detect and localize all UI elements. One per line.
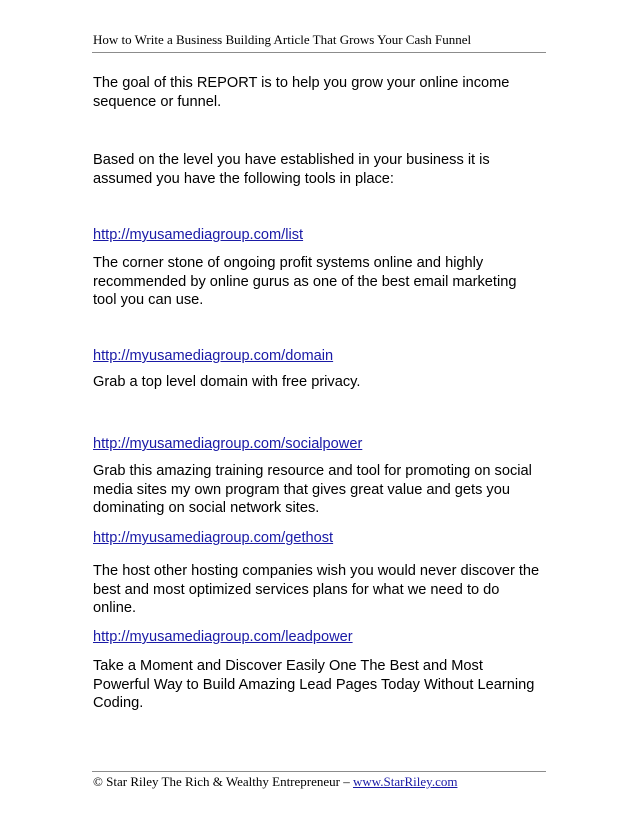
tool-link-socialpower[interactable]: http://myusamediagroup.com/socialpower — [93, 436, 363, 452]
tool-description-line: recommended by online gurus as one of the best email marketing — [93, 273, 517, 290]
tool-description-list — [93, 254, 553, 310]
tool-link-list[interactable]: http://myusamediagroup.com/list — [93, 227, 304, 243]
intro-line: sequence or funnel. — [93, 93, 222, 110]
tool-description-line: Grab a top level domain with free privacy. — [93, 374, 361, 390]
intro-paragraph — [93, 74, 553, 111]
tool-description-line: media sites my own program that gives great value and gets you — [93, 481, 510, 498]
intro-line: The goal of this REPORT is to help you grow your online income — [93, 75, 510, 91]
tool-description-line: The corner stone of ongoing profit systems online and highly — [93, 255, 484, 271]
tool-description-line: The host other hosting companies wish you would never discover the — [93, 563, 540, 579]
tool-link-leadpower[interactable]: http://myusamediagroup.com/leadpower — [93, 629, 353, 645]
footer-divider — [92, 771, 546, 772]
header-divider — [92, 52, 546, 53]
tool-description-socialpower — [93, 462, 553, 518]
tool-description-domain — [93, 373, 553, 392]
tool-description-line: tool you can use. — [93, 292, 204, 308]
tools-intro-line: Based on the level you have established in your business it is — [93, 152, 490, 168]
tool-description-line: dominating on social network sites. — [93, 500, 320, 516]
tool-description-gethost — [93, 562, 553, 618]
tool-link-domain[interactable]: http://myusamediagroup.com/domain — [93, 348, 334, 364]
tools-intro-paragraph — [93, 151, 553, 188]
page-header-title: How to Write a Business Building Article That Grows Your Cash Funnel — [93, 32, 472, 47]
page-footer — [93, 774, 457, 790]
tool-description-line: Powerful Way to Build Amazing Lead Pages Today Without Learning — [93, 676, 535, 693]
tool-description-line: Grab this amazing training resource and tool for promoting on social — [93, 463, 532, 479]
tools-intro-line: assumed you have the following tools in place: — [93, 170, 394, 187]
footer-website-link[interactable]: www.StarRiley.com — [352, 774, 458, 789]
tool-description-line: best and most optimized services plans for what we need to do — [93, 581, 500, 598]
tool-description-line: online. — [93, 600, 137, 616]
tool-description-line: Take a Moment and Discover Easily One The Best and Most — [93, 658, 483, 674]
footer-copyright: © Star Riley The Rich & Wealthy Entrepreneur – — [93, 774, 353, 789]
tool-description-line: Coding. — [93, 695, 144, 711]
tool-link-gethost[interactable]: http://myusamediagroup.com/gethost — [93, 530, 334, 546]
tool-description-leadpower — [93, 657, 553, 713]
